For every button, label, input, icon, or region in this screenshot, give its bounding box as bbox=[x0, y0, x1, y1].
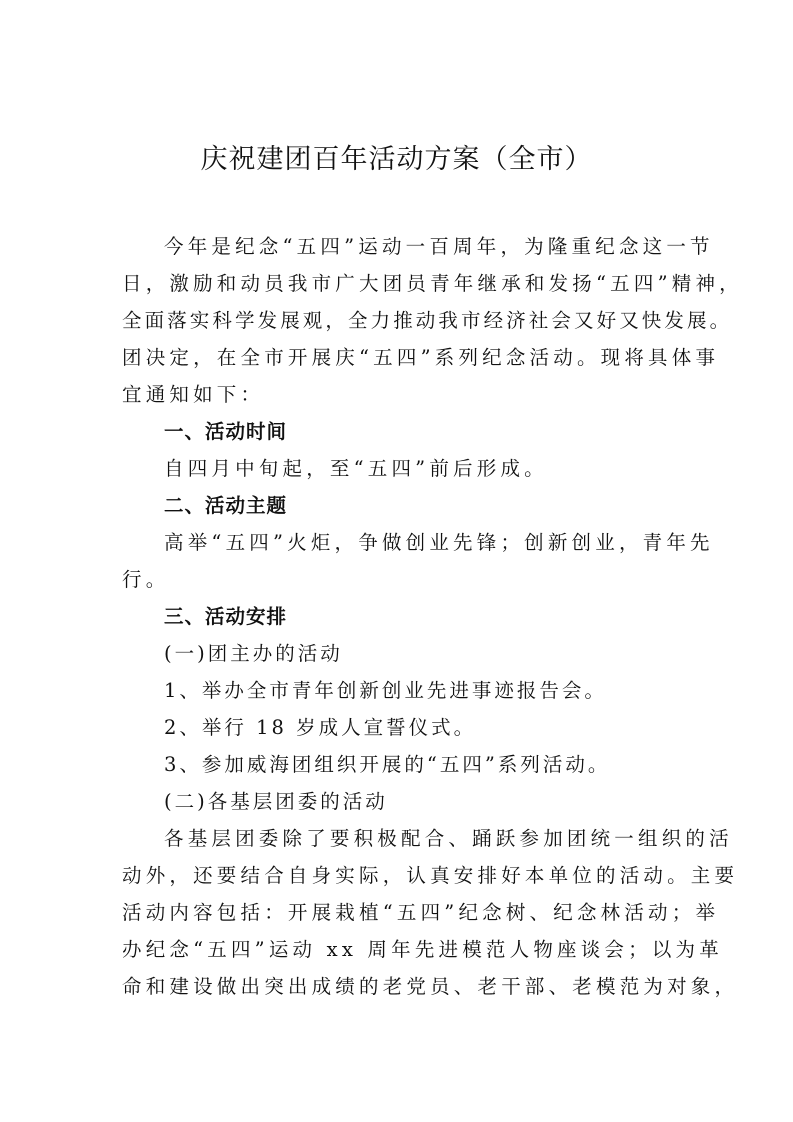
list-item: 3、参加威海团组织开展的“五四”系列活动。 bbox=[164, 753, 611, 776]
paragraph-line: 行。 bbox=[122, 568, 170, 591]
list-item: 2、举行 18 岁成人宣誓仪式。 bbox=[164, 716, 477, 739]
section-heading-time: 一、活动时间 bbox=[164, 420, 288, 443]
subsection-heading: (一)团主办的活动 bbox=[164, 642, 343, 665]
list-item: 1、举办全市青年创新创业先进事迹报告会。 bbox=[164, 679, 607, 702]
paragraph-line: 今年是纪念“五四”运动一百周年，为隆重纪念这一节 bbox=[164, 235, 714, 258]
paragraph-line: 高举“五四”火炬，争做创业先锋；创新创业，青年先 bbox=[164, 531, 714, 554]
paragraph-line: 团决定，在全市开展庆“五四”系列纪念活动。现将具体事 bbox=[122, 346, 720, 369]
paragraph-line: 全面落实科学发展观，全力推动我市经济社会又好又快发展。 bbox=[122, 309, 733, 332]
paragraph-line: 活动内容包括：开展栽植“五四”纪念树、纪念林活动；举 bbox=[122, 901, 720, 924]
subsection-heading: (二)各基层团委的活动 bbox=[164, 790, 388, 813]
document-title: 庆祝建团百年活动方案（全市） bbox=[200, 144, 593, 175]
paragraph-line: 命和建设做出突出成绩的老党员、老干部、老模范为对象， bbox=[122, 975, 739, 998]
paragraph-line: 办纪念“五四”运动 xx 周年先进模范人物座谈会；以为革 bbox=[122, 938, 723, 961]
paragraph-line: 各基层团委除了要积极配合、踊跃参加团统一组织的活 bbox=[164, 827, 733, 850]
document-body bbox=[122, 228, 743, 1005]
section-heading-arrangement: 三、活动安排 bbox=[164, 605, 288, 628]
section-heading-theme: 二、活动主题 bbox=[164, 494, 288, 517]
paragraph-line: 宜通知如下： bbox=[122, 383, 265, 406]
paragraph-line: 日，激励和动员我市广大团员青年继承和发扬“五四”精神， bbox=[122, 272, 743, 295]
paragraph-line: 动外，还要结合自身实际，认真安排好本单位的活动。主要 bbox=[122, 864, 739, 887]
paragraph-line: 自四月中旬起，至“五四”前后形成。 bbox=[164, 457, 548, 480]
